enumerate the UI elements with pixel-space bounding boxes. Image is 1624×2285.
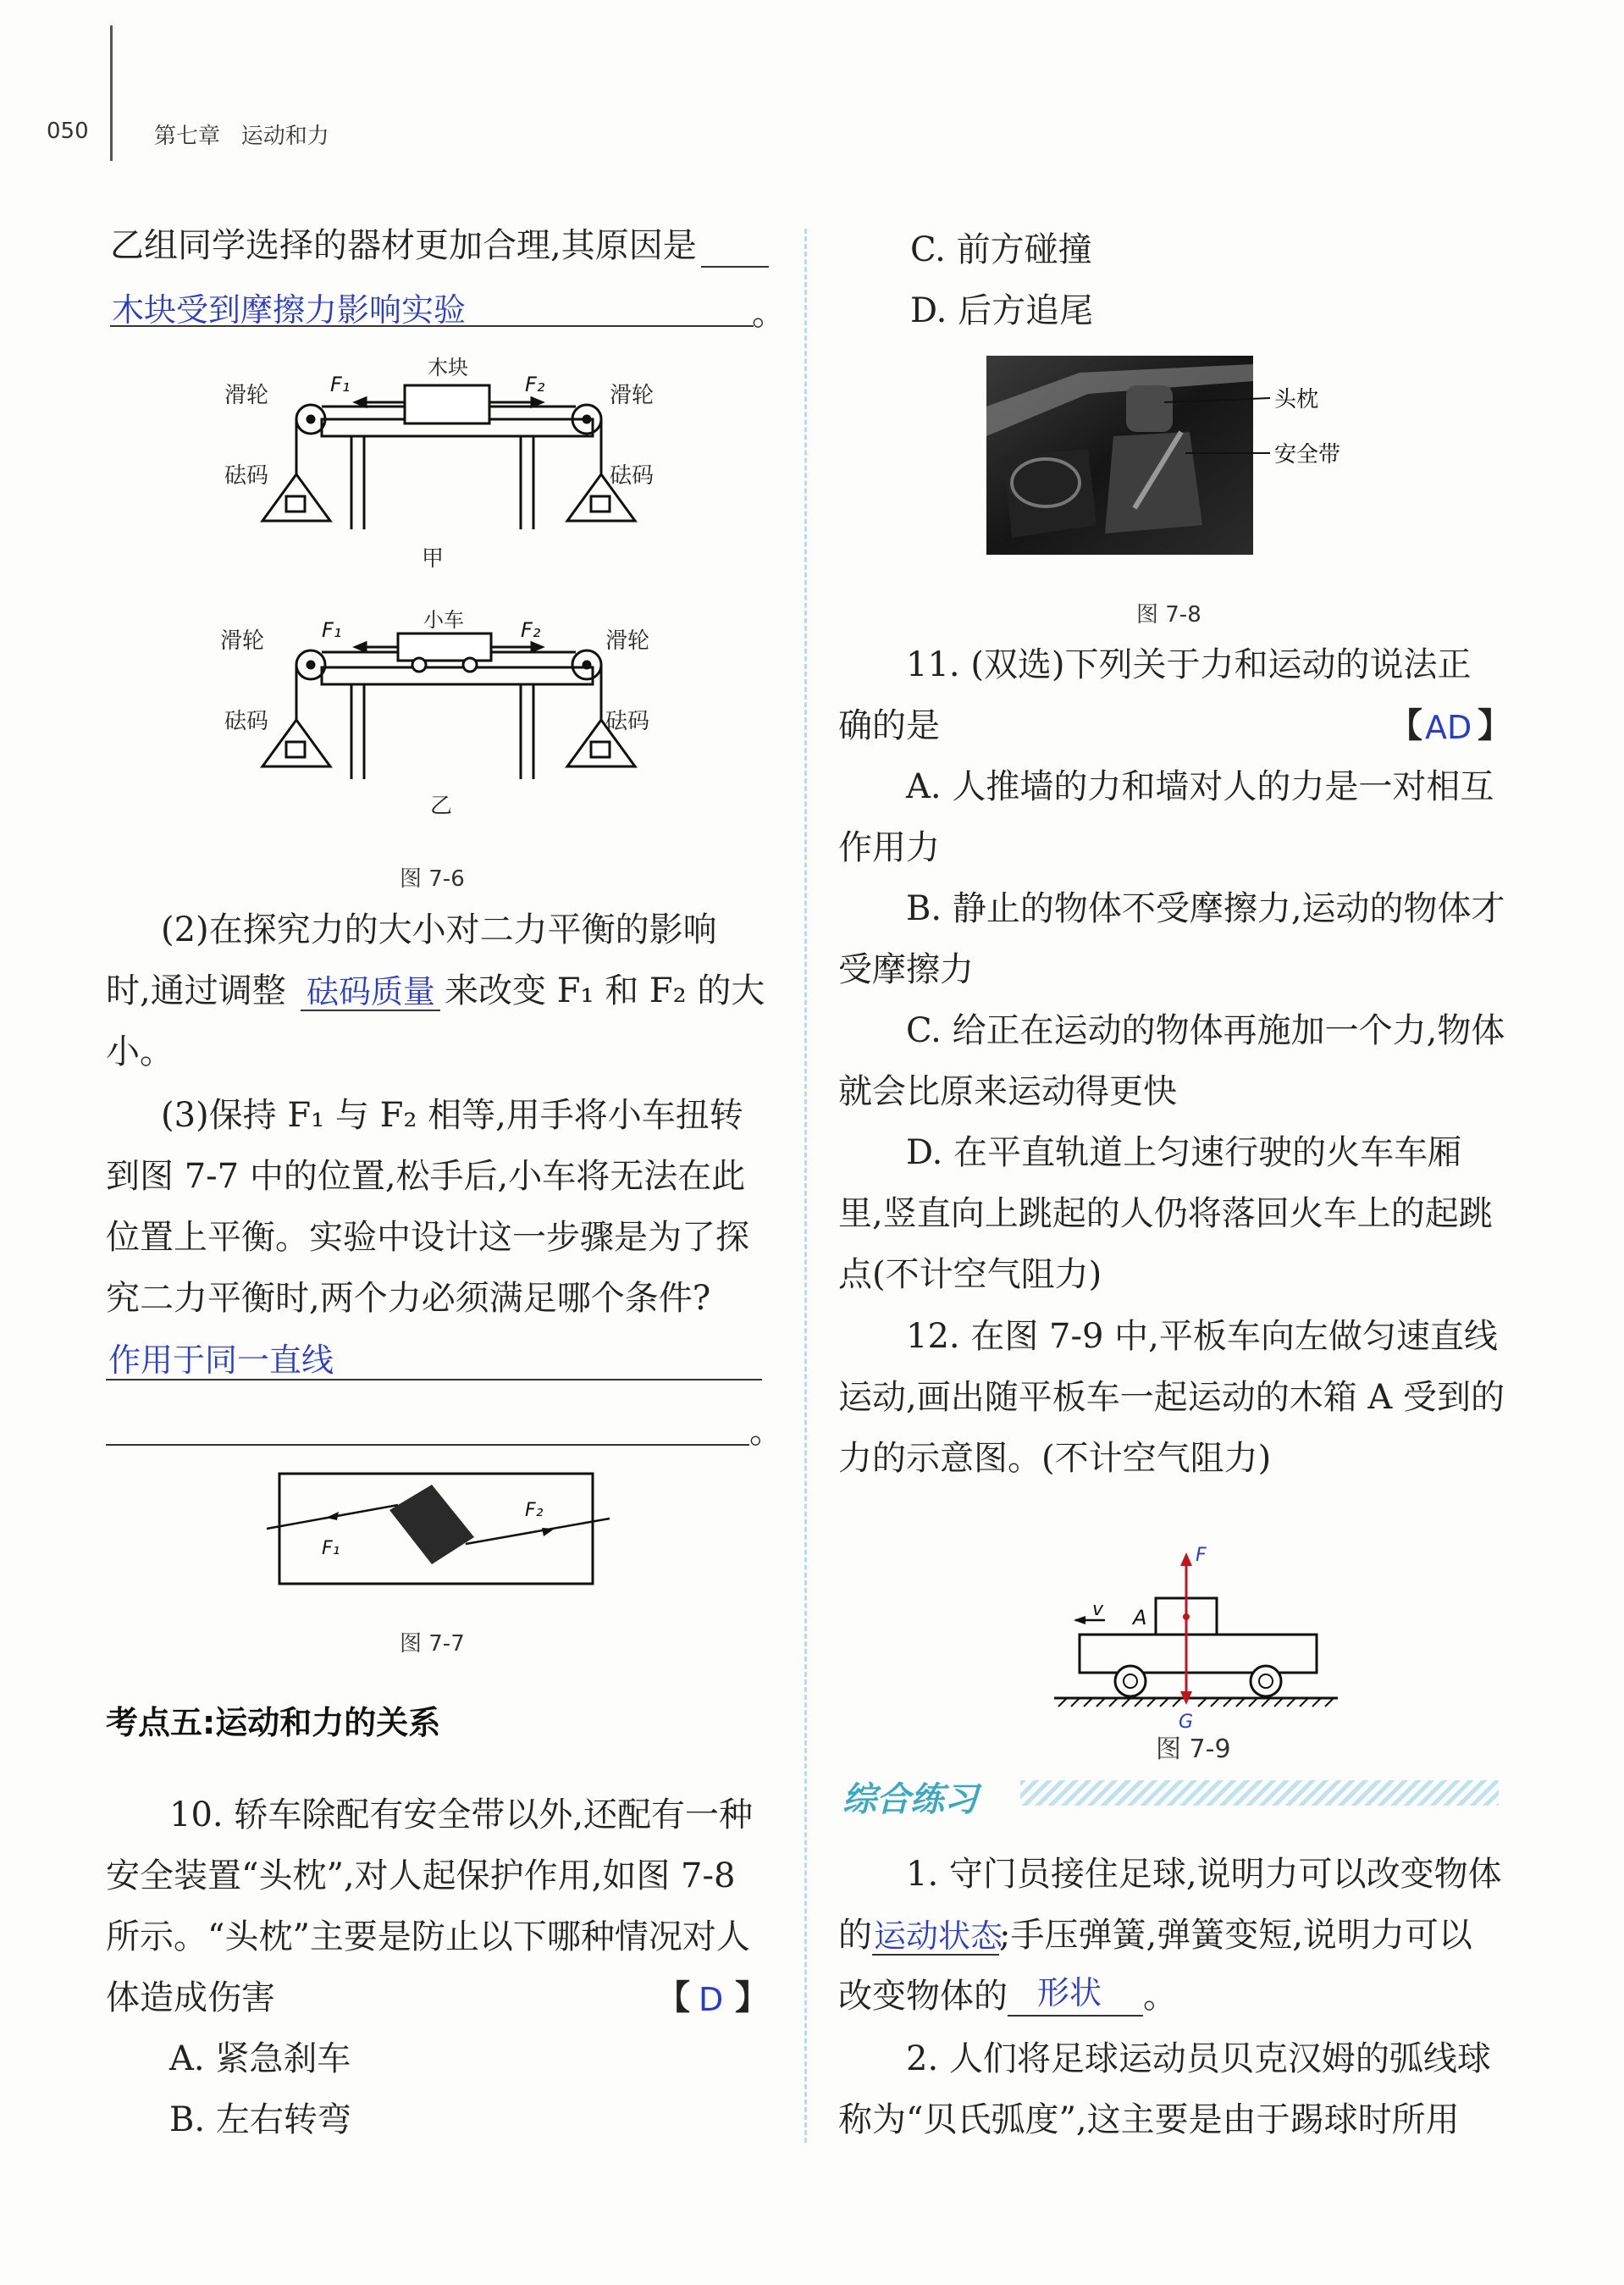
q9-blank-line1 <box>701 266 769 268</box>
q11-bracket-right: 】 <box>1478 705 1511 745</box>
q10-option-d: D. 后方追尾 <box>910 291 1094 330</box>
q10-line3: 所示。“头枕”主要是防止以下哪种情况对人 <box>106 1917 750 1956</box>
q3-answer-line2 <box>106 1444 749 1446</box>
q10-option-c: C. 前方碰撞 <box>910 230 1092 269</box>
q10-option-b: B. 左右转弯 <box>169 2100 351 2139</box>
q11-option-a2: 作用力 <box>838 828 940 867</box>
q12-line1: 12. 在图 7-9 中,平板车向左做匀速直线 <box>906 1317 1498 1356</box>
q3-line1: (3)保持 F₁ 与 F₂ 相等,用手将小车扭转 <box>161 1096 743 1135</box>
fig6-bottom-F2: F₂ <box>521 618 541 642</box>
fig9-cart-body <box>1080 1635 1317 1673</box>
figure-7-8 <box>986 356 1367 559</box>
header-rule <box>110 25 113 161</box>
q11-option-b2: 受摩擦力 <box>838 950 974 989</box>
fig7-F1: F₁ <box>322 1538 340 1559</box>
practice1-line2b: ;手压弹簧,弹簧变短,说明力可以 <box>999 1916 1472 1955</box>
q11-option-c1: C. 给正在运动的物体再施加一个力,物体 <box>906 1011 1505 1050</box>
q2-answer: 砝码质量 <box>307 973 436 1010</box>
fig7-caption: 图 7-7 <box>400 1631 465 1657</box>
q11-line2: 确的是 <box>838 706 940 745</box>
practice1-answer1: 运动状态 <box>874 1917 1003 1955</box>
chapter-title: 第七章 运动和力 <box>154 124 329 149</box>
fig6-bottom-cart <box>398 633 491 661</box>
q3-line2: 到图 7-7 中的位置,松手后,小车将无法在此 <box>106 1157 746 1196</box>
q11-answer: AD <box>1425 709 1472 746</box>
q11-option-c2: 就会比原来运动得更快 <box>838 1072 1177 1111</box>
q9-line1: 乙组同学选择的器材更加合理,其原因是 <box>110 226 697 265</box>
fig6-bottom-name: 乙 <box>430 794 453 819</box>
fig6-caption: 图 7-6 <box>400 866 465 892</box>
practice2-line1: 2. 人们将足球运动员贝克汉姆的弧线球 <box>906 2039 1491 2078</box>
fig6-top-pulley-left-label: 滑轮 <box>224 383 269 408</box>
q11-option-d3: 点(不计空气阻力) <box>838 1255 1102 1294</box>
fig6-bottom-pulley-right-label: 滑轮 <box>605 628 650 654</box>
q11-option-b1: B. 静止的物体不受摩擦力,运动的物体才 <box>906 889 1505 928</box>
q12-line3: 力的示意图。(不计空气阻力) <box>838 1439 1272 1478</box>
q10-option-a: A. 紧急刹车 <box>169 2039 351 2078</box>
q11-option-a1: A. 人推墙的力和墙对人的力是一对相互 <box>906 767 1494 806</box>
seatbelt-label: 安全带 <box>1274 442 1341 468</box>
fig9-wheel-right <box>1251 1666 1281 1696</box>
figure-7-9 <box>1041 1537 1372 1740</box>
fig6-top-weight-left-label: 砝码 <box>224 463 269 489</box>
practice1-line2a: 的 <box>838 1916 872 1955</box>
q11-bracket-left: 【 <box>1389 705 1422 745</box>
column-divider <box>804 229 807 2143</box>
headrest-shape <box>1126 385 1173 432</box>
fig6-bottom-weight-left-label: 砝码 <box>224 709 269 734</box>
q3-answer-line1 <box>106 1379 762 1380</box>
q2-line1: (2)在探究力的大小对二力平衡的影响 <box>161 910 717 949</box>
q2-line2a: 时,通过调整 <box>106 971 286 1010</box>
fig6-bottom-weight-right-label: 砝码 <box>605 709 650 734</box>
fig7-cart <box>389 1485 474 1564</box>
fig6-bottom <box>262 633 635 779</box>
fig6-top-weight-right-label: 砝码 <box>610 463 655 489</box>
fig6-bottom-cart-label: 小车 <box>423 608 464 632</box>
q3-answer: 作用于同一直线 <box>108 1342 334 1379</box>
practice1-line1: 1. 守门员接住足球,说明力可以改变物体 <box>906 1855 1502 1894</box>
fig6-top-F1: F₁ <box>330 373 351 396</box>
q9-end: 。 <box>752 294 786 333</box>
practice2-line2: 称为“贝氏弧度”,这主要是由于踢球时所用 <box>838 2100 1460 2139</box>
comprehensive-practice-title: 综合练习 <box>842 1780 978 1819</box>
q2-line2b: 来改变 F₁ 和 F₂ 的大 <box>445 971 765 1010</box>
fig6-top-name: 甲 <box>422 546 445 572</box>
section-stripe <box>1020 1780 1499 1806</box>
q2-line3: 小。 <box>106 1032 174 1071</box>
q11-option-d1: D. 在平直轨道上匀速行驶的火车车厢 <box>906 1133 1462 1172</box>
q10-answer: D <box>699 1981 724 2018</box>
q10-line1: 10. 轿车除配有安全带以外,还配有一种 <box>169 1795 754 1834</box>
figure-7-7 <box>262 1469 618 1588</box>
fig9-v-label: v <box>1092 1599 1104 1620</box>
seat-shape <box>1105 432 1202 534</box>
fig6-bottom-F1: F₁ <box>322 618 342 642</box>
fig9-caption: 图 7-9 <box>1156 1734 1231 1764</box>
page-number: 050 <box>47 119 89 144</box>
fig8-caption: 图 7-8 <box>1136 602 1201 628</box>
figure-7-6 <box>186 339 711 881</box>
q12-line2: 运动,画出随平板车一起运动的木箱 A 受到的 <box>838 1378 1505 1417</box>
fig9-A-label: A <box>1133 1606 1147 1629</box>
headrest-label: 头枕 <box>1274 387 1319 412</box>
practice1-answer2: 形状 <box>1037 1974 1102 2011</box>
fig6-top <box>262 385 635 529</box>
fig9-wheel-left <box>1115 1666 1146 1696</box>
fig6-top-block-label: 木块 <box>428 356 468 379</box>
q10-bracket-right: 】 <box>735 1978 769 2017</box>
practice1-line3b: 。 <box>1143 1977 1177 2016</box>
q11-line1: 11. (双选)下列关于力和运动的说法正 <box>906 645 1472 684</box>
fig9-G-label: G <box>1179 1712 1194 1733</box>
q3-line4: 究二力平衡时,两个力必须满足哪个条件? <box>106 1279 711 1318</box>
fig6-top-F2: F₂ <box>525 373 545 396</box>
q9-answer: 木块受到摩擦力影响实验 <box>112 291 467 329</box>
q3-line3: 位置上平衡。实验中设计这一步骤是为了探 <box>106 1218 749 1257</box>
section-5-title: 考点五:运动和力的关系 <box>106 1704 441 1741</box>
fig7-F2: F₂ <box>525 1500 544 1521</box>
q11-option-d2: 里,竖直向上跳起的人仍将落回火车上的起跳 <box>838 1194 1493 1233</box>
q10-bracket-left: 【 <box>656 1978 690 2017</box>
practice1-answer2-line <box>1008 2015 1143 2017</box>
q10-line2: 安全装置“头枕”,对人起保护作用,如图 7-8 <box>106 1856 736 1895</box>
fig6-top-block <box>405 385 489 423</box>
q10-line4: 体造成伤害 <box>106 1978 275 2017</box>
fig6-top-pulley-right-label: 滑轮 <box>610 383 655 408</box>
fig9-F-label: F <box>1196 1545 1207 1566</box>
fig6-bottom-pulley-left-label: 滑轮 <box>220 628 265 654</box>
practice1-line3a: 改变物体的 <box>838 1977 1008 2016</box>
q3-end: 。 <box>749 1412 783 1451</box>
